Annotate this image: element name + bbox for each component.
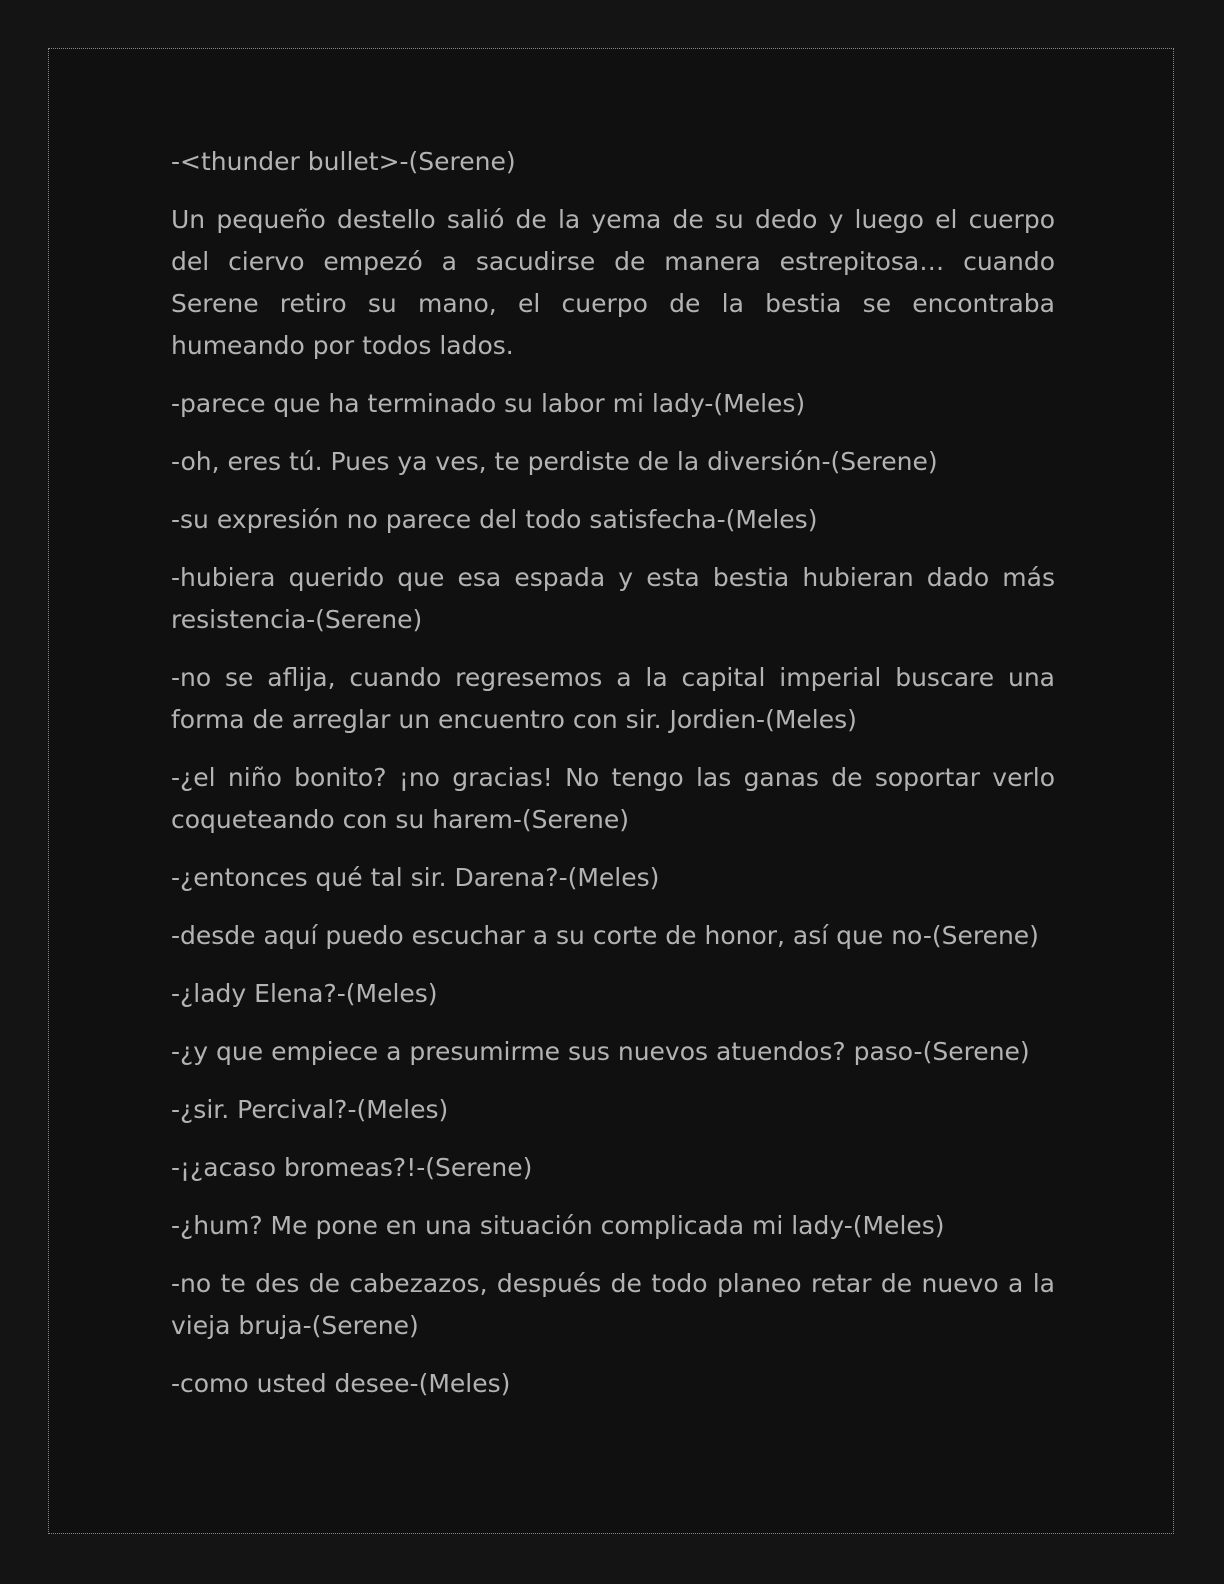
paragraph: -parece que ha terminado su labor mi lady-(Meles): [171, 389, 806, 418]
paragraph: -desde aquí puedo escuchar a su corte de honor, así que no-(Serene): [171, 921, 1039, 950]
paragraph: -su expresión no parece del todo satisfecha-(Meles): [171, 505, 818, 534]
paragraph: -¿sir. Percival?-(Meles): [171, 1095, 449, 1124]
paragraph: -¿entonces qué tal sir. Darena?-(Meles): [171, 863, 660, 892]
story-text: [171, 141, 1055, 1421]
paragraph: -no te des de cabezazos, después de todo planeo retar de nuevo a la vieja bruja-(Serene): [171, 1269, 1055, 1340]
paragraph: -¿lady Elena?-(Meles): [171, 979, 438, 1008]
paragraph: -<thunder bullet>-(Serene): [171, 147, 516, 176]
paragraph: -¿hum? Me pone en una situación complicada mi lady-(Meles): [171, 1211, 945, 1240]
paragraph: -¿y que empiece a presumirme sus nuevos atuendos? paso-(Serene): [171, 1037, 1030, 1066]
paragraph: -hubiera querido que esa espada y esta bestia hubieran dado más resistencia-(Serene): [171, 563, 1055, 634]
paragraph: -oh, eres tú. Pues ya ves, te perdiste de la diversión-(Serene): [171, 447, 938, 476]
paragraph: -como usted desee-(Meles): [171, 1369, 511, 1398]
paragraph: Un pequeño destello salió de la yema de su dedo y luego el cuerpo del ciervo empezó a sacudirse de manera estrepitosa… cuando Serene retiro su mano, el cuerpo de la bestia se encontraba humeando por todos lados.: [171, 205, 1055, 360]
paragraph: -¿el niño bonito? ¡no gracias! No tengo las ganas de soportar verlo coqueteando con su harem-(Serene): [171, 763, 1055, 834]
paragraph: -¡¿acaso bromeas?!-(Serene): [171, 1153, 533, 1182]
page-frame: [48, 48, 1174, 1534]
paragraph: -no se aflija, cuando regresemos a la capital imperial buscare una forma de arreglar un encuentro con sir. Jordien-(Meles): [171, 663, 1055, 734]
